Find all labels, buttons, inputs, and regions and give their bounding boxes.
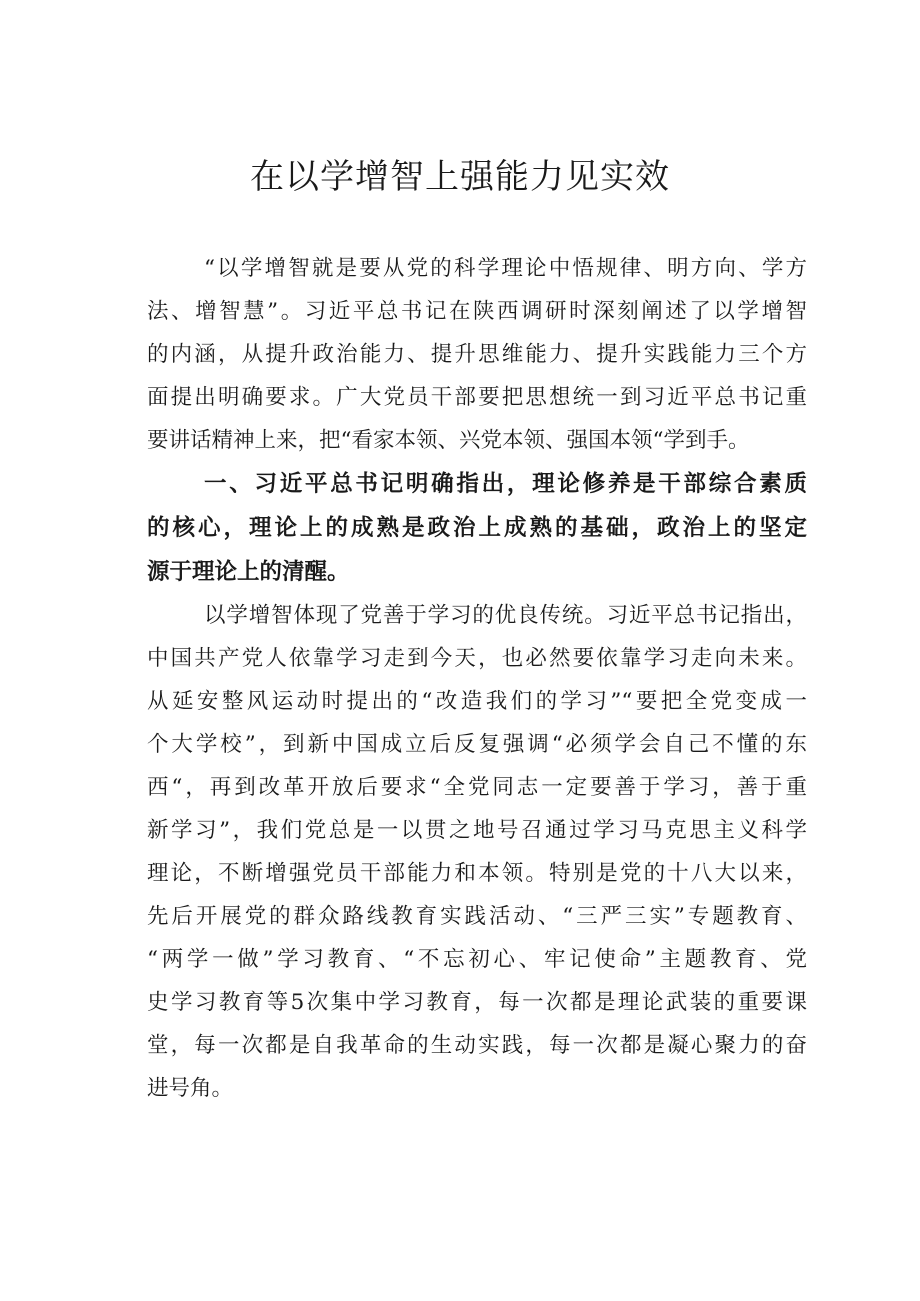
text-line: 堂，每一次都是自我革命的生动实践，每一次都是凝心聚力的奋 bbox=[147, 1033, 807, 1058]
heading-line: 的核心，理论上的成熟是政治上成熟的基础，政治上的坚定 bbox=[147, 515, 807, 541]
text-line: 面提出明确要求。广大党员干部要把思想统一到习近平总书记重 bbox=[147, 385, 807, 410]
intro-paragraph bbox=[147, 247, 807, 462]
text-line: “以学增智就是要从党的科学理论中悟规律、明方向、学方 bbox=[204, 256, 807, 281]
section-heading bbox=[147, 462, 807, 594]
text-line: 个大学校”，到新中国成立后反复强调“必须学会自己不懂的东 bbox=[147, 732, 807, 757]
text-line: 西“，再到改革开放后要求“全党同志一定要善于学习，善于重 bbox=[147, 775, 807, 800]
heading-line: 源于理论上的清醒。 bbox=[147, 559, 350, 585]
text-line: 以学增智体现了党善于学习的优良传统。习近平总书记指出， bbox=[204, 603, 807, 628]
text-line: 理论，不断增强党员干部能力和本领。特别是党的十八大以来， bbox=[147, 861, 807, 886]
text-line: 新学习”，我们党总是一以贯之地号召通过学习马克思主义科学 bbox=[147, 818, 807, 843]
heading-line: 一、习近平总书记明确指出，理论修养是干部综合素质 bbox=[204, 471, 807, 497]
text-line: 史学习教育等5次集中学习教育，每一次都是理论武装的重要课 bbox=[147, 990, 807, 1015]
body-paragraph bbox=[147, 594, 807, 1110]
text-line: 法、增智慧”。习近平总书记在陕西调研时深刻阐述了以学增智 bbox=[147, 299, 807, 324]
document-title: 在以学增智上强能力见实效 bbox=[250, 157, 670, 197]
text-line: 中国共产党人依靠学习走到今天，也必然要依靠学习走向未来。 bbox=[147, 646, 807, 671]
text-line: 进号角。 bbox=[147, 1076, 234, 1101]
text-line: “两学一做”学习教育、“不忘初心、牢记使命”主题教育、党 bbox=[147, 947, 807, 972]
text-line: 要讲话精神上来，把“看家本领、兴党本领、强国本领“学到手。 bbox=[147, 428, 750, 453]
text-line: 的内涵，从提升政治能力、提升思维能力、提升实践能力三个方 bbox=[147, 342, 807, 367]
text-line: 从延安整风运动时提出的“改造我们的学习”“要把全党变成一 bbox=[147, 689, 807, 714]
text-line: 先后开展党的群众路线教育实践活动、“三严三实”专题教育、 bbox=[147, 904, 807, 929]
document-body bbox=[147, 247, 807, 1110]
